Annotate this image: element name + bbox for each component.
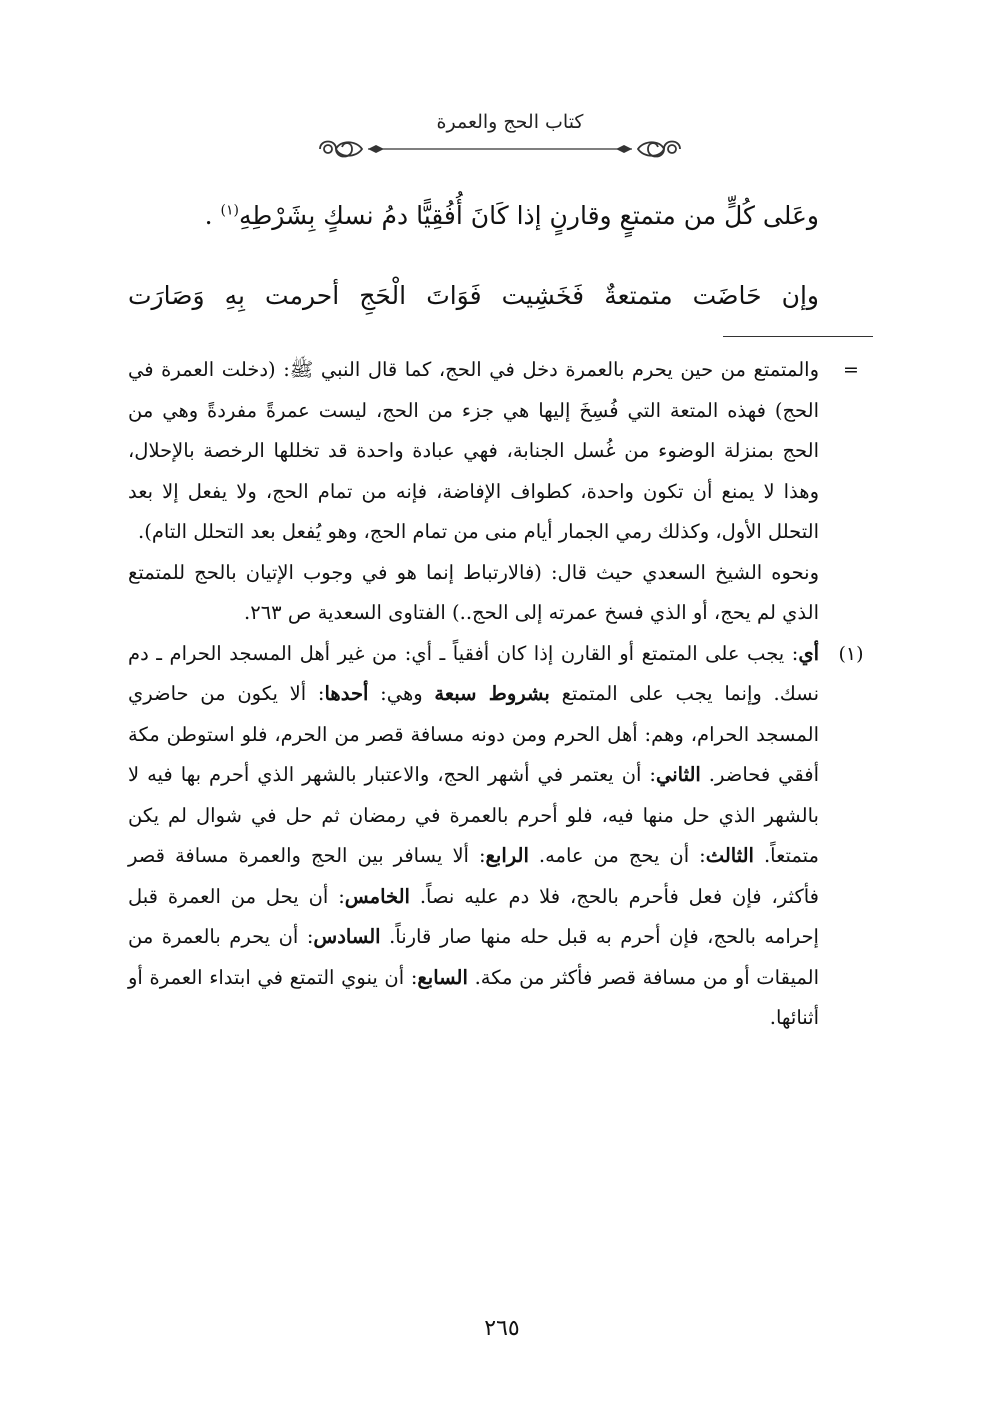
footnote-text: : يجب على المتمتع أو القارن إذا كان أفقياً ـ أي: من غير أهل المسجد الحرام ـ دم نسك. وإنما يجب على المتمتع <box>128 641 819 705</box>
matn-line-2: وإن حَاضَت متمتعةٌ فَخَشِيت فَوَاتَ الْحَجِ أحرمت بِهِ وَصَارَت <box>128 281 819 310</box>
footnote-term: الخامس <box>344 884 410 908</box>
footnote-text: : أن يحج من عامه. <box>528 844 706 867</box>
continuation-paragraph-2: ونحوه الشيخ السعدي حيث قال: (فالارتباط إنما هو في وجوب الإتيان بالحج للمتمتع الذي لم يحج، أو الذي فسخ عمرته إلى الحج..) الفتاوى السعدية ص ٢٦٣. <box>128 560 819 624</box>
footnote-term: السابع <box>417 965 468 989</box>
page-number: ٢٦٥ <box>484 1316 520 1341</box>
header-ornament-icon <box>310 136 690 162</box>
footnote-text: : أن يحرم بالعمرة من الميقات أو من مسافة قصر فأكثر من مكة. <box>128 925 819 989</box>
footnote-term: الثالث <box>705 844 754 867</box>
footnote-term: السادس <box>313 925 381 948</box>
matn-line-1 <box>128 196 819 236</box>
footnote-term: أحدها <box>324 682 369 705</box>
footnote-1 <box>128 634 864 1039</box>
footnote-term: الثاني <box>655 763 701 786</box>
footnote-text: : أن ينوي التمتع في ابتداء العمرة أو أثنائها. <box>128 965 819 1029</box>
footnote-term: الرابع <box>485 844 529 867</box>
matn-line-1-end: . <box>204 201 221 230</box>
book-title: كتاب الحج والعمرة <box>436 111 584 133</box>
footnote-text: : أن يحل من العمرة قبل إحرامه بالحج، فإن أحرم به قبل حله منها صار قارناً. <box>128 884 819 948</box>
footnotes-section <box>128 350 864 1039</box>
footnote-reference-1[interactable]: (١) <box>220 202 239 219</box>
continuation-paragraph-1: والمتمتع من حين يحرم بالعمرة دخل في الحج، كما قال النبي ﷺ: (دخلت العمرة في الحج) فهذه المتعة التي فُسِخَ إليها هي جزء من الحج، ليست عمرةً مفردةً وهي من الحج بمنزلة الوضوء من غُسل الجنابة، فهي عبادة واحدة قد تخللها الرخصة بالإحلال، وهذا لا يمنع أن تكون واحدة، كطواف الإفاضة، فإنه من تمام الحج، ولا يفعل إلا بعد التحلل الأول، وكذلك رمي الجمار أيام منى من تمام الحج، وهو يُفعل بعد التحلل التام). <box>128 358 819 543</box>
footnote-text: : أن يعتمر في أشهر الحج، والاعتبار بالشهر الذي أحرم بها فيه لا بالشهر الذي حل منها فيه، فلو أحرم بالعمرة في رمضان ثم حل في شوال لم يكن متمتعاً. <box>128 763 820 867</box>
footnote-text: : ألا يسافر بين الحج والعمرة مسافة قصر فأكثر، فإن فعل فأحرم بالحج، فلا دم عليه نصاً. <box>128 844 819 908</box>
continuation-marker: = <box>843 359 859 381</box>
footnote-1-text <box>128 634 819 1039</box>
footnote-term: أي <box>798 641 819 665</box>
footnote-1-marker: (١) <box>838 642 864 665</box>
footnote-text: : ألا يكون من حاضري المسجد الحرام، وهم: أهل الحرم ومن دونه مسافة قصر من الحرم، فلو استوطن مكة أفقي فحاضر. <box>128 682 819 786</box>
matn-line-1-text: وعَلى كُلٍّ من متمتعٍ وقارنٍ إذا كَانَ أُفُقِيًّا دمُ نسكٍ بِشَرْطِهِ <box>238 201 819 230</box>
footnote-term: بشروط سبعة <box>434 682 550 705</box>
footnote-separator <box>723 336 873 337</box>
footnote-text: وهي: <box>368 682 435 705</box>
continuation-note <box>128 350 859 634</box>
page-header <box>300 110 700 166</box>
